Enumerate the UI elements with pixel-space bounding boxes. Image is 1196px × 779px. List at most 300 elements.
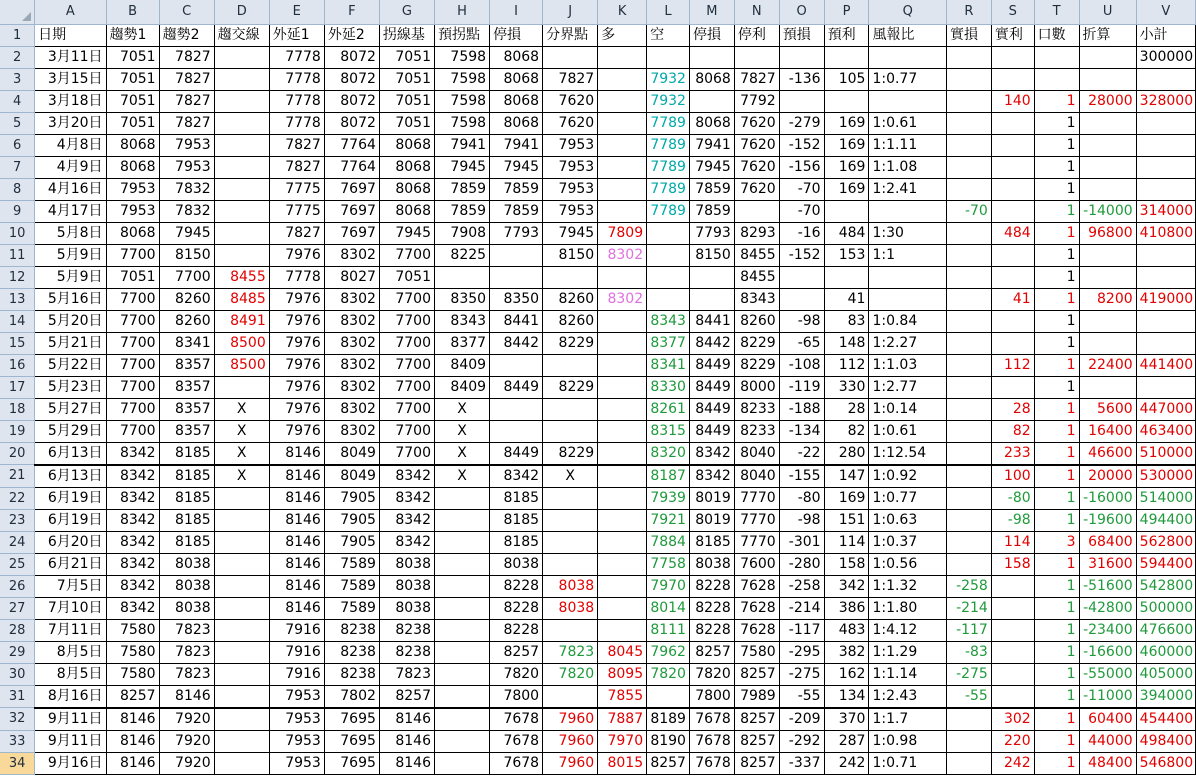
- cell-t1[interactable]: 口數: [1034, 24, 1079, 46]
- column-header-u[interactable]: U: [1079, 0, 1136, 24]
- cell-c7[interactable]: 7953: [159, 156, 214, 178]
- cell-s19[interactable]: 82: [991, 420, 1034, 442]
- cell-q27[interactable]: 1:1.80: [869, 597, 947, 619]
- cell-c11[interactable]: 8150: [159, 244, 214, 266]
- cell-i3[interactable]: 8068: [490, 68, 543, 90]
- cell-l4[interactable]: 7932: [647, 90, 690, 112]
- column-header-m[interactable]: M: [689, 0, 734, 24]
- cell-r27[interactable]: -214: [946, 597, 991, 619]
- cell-k22[interactable]: [598, 487, 647, 509]
- cell-e4[interactable]: 7778: [269, 90, 324, 112]
- cell-g2[interactable]: 7051: [379, 46, 434, 68]
- column-header-t[interactable]: T: [1034, 0, 1079, 24]
- cell-q12[interactable]: [869, 266, 947, 288]
- cell-k27[interactable]: [598, 597, 647, 619]
- cell-s11[interactable]: [991, 244, 1034, 266]
- cell-q23[interactable]: 1:0.63: [869, 509, 947, 531]
- cell-e13[interactable]: 7976: [269, 288, 324, 310]
- cell-j8[interactable]: 7953: [543, 178, 598, 200]
- column-header-b[interactable]: B: [106, 0, 159, 24]
- column-header-n[interactable]: N: [734, 0, 779, 24]
- cell-p18[interactable]: 28: [824, 398, 869, 420]
- cell-d25[interactable]: [214, 553, 269, 575]
- cell-i23[interactable]: 8185: [490, 509, 543, 531]
- cell-n19[interactable]: 8233: [734, 420, 779, 442]
- cell-u18[interactable]: 5600: [1079, 398, 1136, 420]
- cell-i34[interactable]: 7678: [490, 752, 543, 774]
- row-header-18[interactable]: 18: [0, 398, 35, 420]
- cell-n15[interactable]: 8229: [734, 332, 779, 354]
- cell-t7[interactable]: 1: [1034, 156, 1079, 178]
- cell-b2[interactable]: 7051: [106, 46, 159, 68]
- column-header-i[interactable]: I: [490, 0, 543, 24]
- cell-h17[interactable]: 8409: [434, 376, 489, 398]
- cell-r34[interactable]: [946, 752, 991, 774]
- cell-i13[interactable]: 8350: [490, 288, 543, 310]
- cell-d32[interactable]: [214, 708, 269, 731]
- cell-a28[interactable]: 7月11日: [35, 619, 106, 641]
- cell-c23[interactable]: 8185: [159, 509, 214, 531]
- cell-v7[interactable]: [1136, 156, 1195, 178]
- cell-l23[interactable]: 7921: [647, 509, 690, 531]
- cell-h14[interactable]: 8343: [434, 310, 489, 332]
- cell-p16[interactable]: 112: [824, 354, 869, 376]
- cell-p23[interactable]: 151: [824, 509, 869, 531]
- cell-s16[interactable]: 112: [991, 354, 1034, 376]
- cell-m21[interactable]: 8342: [689, 465, 734, 488]
- cell-a7[interactable]: 4月9日: [35, 156, 106, 178]
- cell-d23[interactable]: [214, 509, 269, 531]
- cell-r8[interactable]: [946, 178, 991, 200]
- cell-a5[interactable]: 3月20日: [35, 112, 106, 134]
- row-header-19[interactable]: 19: [0, 420, 35, 442]
- cell-d20[interactable]: X: [214, 442, 269, 465]
- cell-m10[interactable]: 7793: [689, 222, 734, 244]
- cell-l18[interactable]: 8261: [647, 398, 690, 420]
- cell-s15[interactable]: [991, 332, 1034, 354]
- cell-j20[interactable]: 8229: [543, 442, 598, 465]
- cell-l34[interactable]: 8257: [647, 752, 690, 774]
- cell-j24[interactable]: [543, 531, 598, 553]
- cell-q24[interactable]: 1:0.37: [869, 531, 947, 553]
- cell-g4[interactable]: 7051: [379, 90, 434, 112]
- cell-s26[interactable]: [991, 575, 1034, 597]
- cell-s32[interactable]: 302: [991, 708, 1034, 731]
- cell-u22[interactable]: -16000: [1079, 487, 1136, 509]
- cell-d28[interactable]: [214, 619, 269, 641]
- cell-o19[interactable]: -134: [779, 420, 824, 442]
- cell-a3[interactable]: 3月15日: [35, 68, 106, 90]
- cell-s14[interactable]: [991, 310, 1034, 332]
- cell-c25[interactable]: 8038: [159, 553, 214, 575]
- cell-s21[interactable]: 100: [991, 465, 1034, 488]
- cell-n21[interactable]: 8040: [734, 465, 779, 488]
- cell-q20[interactable]: 1:12.54: [869, 442, 947, 465]
- cell-l20[interactable]: 8320: [647, 442, 690, 465]
- cell-f2[interactable]: 8072: [324, 46, 379, 68]
- cell-n16[interactable]: 8229: [734, 354, 779, 376]
- cell-s23[interactable]: -98: [991, 509, 1034, 531]
- cell-i10[interactable]: 7793: [490, 222, 543, 244]
- cell-a20[interactable]: 6月13日: [35, 442, 106, 465]
- row-header-29[interactable]: 29: [0, 641, 35, 663]
- cell-h4[interactable]: 7598: [434, 90, 489, 112]
- cell-q18[interactable]: 1:0.14: [869, 398, 947, 420]
- cell-h18[interactable]: X: [434, 398, 489, 420]
- cell-f18[interactable]: 8302: [324, 398, 379, 420]
- cell-u11[interactable]: [1079, 244, 1136, 266]
- cell-i8[interactable]: 7859: [490, 178, 543, 200]
- cell-o10[interactable]: -16: [779, 222, 824, 244]
- cell-e19[interactable]: 7976: [269, 420, 324, 442]
- cell-g14[interactable]: 7700: [379, 310, 434, 332]
- cell-l8[interactable]: 7789: [647, 178, 690, 200]
- cell-c26[interactable]: 8038: [159, 575, 214, 597]
- cell-b26[interactable]: 8342: [106, 575, 159, 597]
- column-header-e[interactable]: E: [269, 0, 324, 24]
- cell-h2[interactable]: 7598: [434, 46, 489, 68]
- cell-b20[interactable]: 8342: [106, 442, 159, 465]
- cell-t26[interactable]: 1: [1034, 575, 1079, 597]
- cell-n32[interactable]: 8257: [734, 708, 779, 731]
- cell-t14[interactable]: 1: [1034, 310, 1079, 332]
- cell-d29[interactable]: [214, 641, 269, 663]
- cell-q8[interactable]: 1:2.41: [869, 178, 947, 200]
- cell-h21[interactable]: X: [434, 465, 489, 488]
- cell-i14[interactable]: 8441: [490, 310, 543, 332]
- cell-r18[interactable]: [946, 398, 991, 420]
- cell-h27[interactable]: [434, 597, 489, 619]
- cell-s18[interactable]: 28: [991, 398, 1034, 420]
- cell-u14[interactable]: [1079, 310, 1136, 332]
- cell-k21[interactable]: [598, 465, 647, 488]
- cell-n20[interactable]: 8040: [734, 442, 779, 465]
- cell-t19[interactable]: 1: [1034, 420, 1079, 442]
- row-header-34[interactable]: 34: [0, 752, 35, 774]
- cell-a17[interactable]: 5月23日: [35, 376, 106, 398]
- cell-r22[interactable]: [946, 487, 991, 509]
- cell-q19[interactable]: 1:0.61: [869, 420, 947, 442]
- cell-j15[interactable]: 8229: [543, 332, 598, 354]
- cell-l33[interactable]: 8190: [647, 730, 690, 752]
- cell-b14[interactable]: 7700: [106, 310, 159, 332]
- row-header-22[interactable]: 22: [0, 487, 35, 509]
- cell-f20[interactable]: 8049: [324, 442, 379, 465]
- cell-f31[interactable]: 7802: [324, 685, 379, 708]
- cell-l7[interactable]: 7789: [647, 156, 690, 178]
- cell-a16[interactable]: 5月22日: [35, 354, 106, 376]
- cell-s30[interactable]: [991, 663, 1034, 685]
- cell-g20[interactable]: 7700: [379, 442, 434, 465]
- cell-f29[interactable]: 8238: [324, 641, 379, 663]
- cell-p30[interactable]: 162: [824, 663, 869, 685]
- row-header-33[interactable]: 33: [0, 730, 35, 752]
- cell-j23[interactable]: [543, 509, 598, 531]
- cell-l9[interactable]: 7789: [647, 200, 690, 222]
- cell-r29[interactable]: -83: [946, 641, 991, 663]
- cell-h20[interactable]: X: [434, 442, 489, 465]
- cell-o7[interactable]: -156: [779, 156, 824, 178]
- cell-c1[interactable]: 趨勢2: [159, 24, 214, 46]
- cell-c6[interactable]: 7953: [159, 134, 214, 156]
- cell-s8[interactable]: [991, 178, 1034, 200]
- cell-j16[interactable]: [543, 354, 598, 376]
- cell-c12[interactable]: 7700: [159, 266, 214, 288]
- cell-e33[interactable]: 7953: [269, 730, 324, 752]
- cell-k25[interactable]: [598, 553, 647, 575]
- cell-o16[interactable]: -108: [779, 354, 824, 376]
- cell-s31[interactable]: [991, 685, 1034, 708]
- cell-g22[interactable]: 8342: [379, 487, 434, 509]
- cell-e25[interactable]: 8146: [269, 553, 324, 575]
- cell-e2[interactable]: 7778: [269, 46, 324, 68]
- cell-o25[interactable]: -280: [779, 553, 824, 575]
- cell-k17[interactable]: [598, 376, 647, 398]
- cell-q1[interactable]: 風報比: [869, 24, 947, 46]
- cell-n8[interactable]: 7620: [734, 178, 779, 200]
- cell-i20[interactable]: 8449: [490, 442, 543, 465]
- cell-v27[interactable]: 500000: [1136, 597, 1195, 619]
- cell-e27[interactable]: 8146: [269, 597, 324, 619]
- cell-i15[interactable]: 8442: [490, 332, 543, 354]
- column-header-l[interactable]: L: [647, 0, 690, 24]
- cell-u21[interactable]: 20000: [1079, 465, 1136, 488]
- cell-b32[interactable]: 8146: [106, 708, 159, 731]
- cell-d21[interactable]: X: [214, 465, 269, 488]
- cell-g34[interactable]: 8146: [379, 752, 434, 774]
- cell-d9[interactable]: [214, 200, 269, 222]
- cell-g28[interactable]: 8238: [379, 619, 434, 641]
- cell-f13[interactable]: 8302: [324, 288, 379, 310]
- cell-g1[interactable]: 拐線基: [379, 24, 434, 46]
- cell-j32[interactable]: 7960: [543, 708, 598, 731]
- cell-r32[interactable]: [946, 708, 991, 731]
- cell-q7[interactable]: 1:1.08: [869, 156, 947, 178]
- cell-j19[interactable]: [543, 420, 598, 442]
- cell-k23[interactable]: [598, 509, 647, 531]
- cell-f1[interactable]: 外延2: [324, 24, 379, 46]
- cell-c15[interactable]: 8341: [159, 332, 214, 354]
- cell-d5[interactable]: [214, 112, 269, 134]
- cell-e30[interactable]: 7916: [269, 663, 324, 685]
- cell-s27[interactable]: [991, 597, 1034, 619]
- cell-l19[interactable]: 8315: [647, 420, 690, 442]
- cell-u30[interactable]: -55000: [1079, 663, 1136, 685]
- cell-k13[interactable]: 8302: [598, 288, 647, 310]
- cell-q11[interactable]: 1:1: [869, 244, 947, 266]
- cell-l16[interactable]: 8341: [647, 354, 690, 376]
- cell-n25[interactable]: 7600: [734, 553, 779, 575]
- cell-h32[interactable]: [434, 708, 489, 731]
- cell-j7[interactable]: 7953: [543, 156, 598, 178]
- cell-g21[interactable]: 8342: [379, 465, 434, 488]
- cell-u23[interactable]: -19600: [1079, 509, 1136, 531]
- cell-b12[interactable]: 7051: [106, 266, 159, 288]
- cell-r10[interactable]: [946, 222, 991, 244]
- cell-i19[interactable]: [490, 420, 543, 442]
- cell-u32[interactable]: 60400: [1079, 708, 1136, 731]
- cell-r19[interactable]: [946, 420, 991, 442]
- cell-n6[interactable]: 7620: [734, 134, 779, 156]
- cell-k33[interactable]: 7970: [598, 730, 647, 752]
- cell-l30[interactable]: 7820: [647, 663, 690, 685]
- row-header-27[interactable]: 27: [0, 597, 35, 619]
- cell-k4[interactable]: [598, 90, 647, 112]
- cell-u13[interactable]: 8200: [1079, 288, 1136, 310]
- cell-f23[interactable]: 7905: [324, 509, 379, 531]
- cell-d4[interactable]: [214, 90, 269, 112]
- cell-q30[interactable]: 1:1.14: [869, 663, 947, 685]
- cell-l22[interactable]: 7939: [647, 487, 690, 509]
- cell-r30[interactable]: -275: [946, 663, 991, 685]
- cell-u2[interactable]: [1079, 46, 1136, 68]
- cell-d30[interactable]: [214, 663, 269, 685]
- cell-r17[interactable]: [946, 376, 991, 398]
- cell-r14[interactable]: [946, 310, 991, 332]
- cell-r20[interactable]: [946, 442, 991, 465]
- cell-l1[interactable]: 空: [647, 24, 690, 46]
- cell-i16[interactable]: [490, 354, 543, 376]
- cell-o17[interactable]: -119: [779, 376, 824, 398]
- cell-g5[interactable]: 7051: [379, 112, 434, 134]
- cell-l26[interactable]: 7970: [647, 575, 690, 597]
- cell-r2[interactable]: [946, 46, 991, 68]
- cell-d24[interactable]: [214, 531, 269, 553]
- cell-f8[interactable]: 7697: [324, 178, 379, 200]
- cell-h16[interactable]: 8409: [434, 354, 489, 376]
- cell-e12[interactable]: 7778: [269, 266, 324, 288]
- cell-k7[interactable]: [598, 156, 647, 178]
- cell-o26[interactable]: -258: [779, 575, 824, 597]
- cell-t13[interactable]: 1: [1034, 288, 1079, 310]
- cell-a29[interactable]: 8月5日: [35, 641, 106, 663]
- cell-g3[interactable]: 7051: [379, 68, 434, 90]
- cell-t27[interactable]: 1: [1034, 597, 1079, 619]
- cell-u19[interactable]: 16400: [1079, 420, 1136, 442]
- cell-p28[interactable]: 483: [824, 619, 869, 641]
- row-header-8[interactable]: 8: [0, 178, 35, 200]
- cell-h26[interactable]: [434, 575, 489, 597]
- cell-v12[interactable]: [1136, 266, 1195, 288]
- cell-h29[interactable]: [434, 641, 489, 663]
- cell-c32[interactable]: 7920: [159, 708, 214, 731]
- cell-o30[interactable]: -275: [779, 663, 824, 685]
- cell-g6[interactable]: 8068: [379, 134, 434, 156]
- cell-t29[interactable]: 1: [1034, 641, 1079, 663]
- cell-v13[interactable]: 419000: [1136, 288, 1195, 310]
- cell-l32[interactable]: 8189: [647, 708, 690, 731]
- cell-r5[interactable]: [946, 112, 991, 134]
- cell-g30[interactable]: 7823: [379, 663, 434, 685]
- row-header-6[interactable]: 6: [0, 134, 35, 156]
- cell-q26[interactable]: 1:1.32: [869, 575, 947, 597]
- cell-a30[interactable]: 8月5日: [35, 663, 106, 685]
- cell-r3[interactable]: [946, 68, 991, 90]
- cell-a13[interactable]: 5月16日: [35, 288, 106, 310]
- cell-l12[interactable]: [647, 266, 690, 288]
- cell-u4[interactable]: 28000: [1079, 90, 1136, 112]
- cell-e29[interactable]: 7916: [269, 641, 324, 663]
- cell-a2[interactable]: 3月11日: [35, 46, 106, 68]
- cell-v9[interactable]: 314000: [1136, 200, 1195, 222]
- cell-v20[interactable]: 510000: [1136, 442, 1195, 465]
- cell-l6[interactable]: 7789: [647, 134, 690, 156]
- cell-r28[interactable]: -117: [946, 619, 991, 641]
- cell-h9[interactable]: 7859: [434, 200, 489, 222]
- cell-v4[interactable]: 328000: [1136, 90, 1195, 112]
- cell-a4[interactable]: 3月18日: [35, 90, 106, 112]
- cell-t11[interactable]: 1: [1034, 244, 1079, 266]
- cell-j1[interactable]: 分界點: [543, 24, 598, 46]
- cell-n30[interactable]: 8257: [734, 663, 779, 685]
- cell-v23[interactable]: 494400: [1136, 509, 1195, 531]
- cell-v6[interactable]: [1136, 134, 1195, 156]
- cell-d13[interactable]: 8485: [214, 288, 269, 310]
- cell-s7[interactable]: [991, 156, 1034, 178]
- cell-b33[interactable]: 8146: [106, 730, 159, 752]
- cell-e23[interactable]: 8146: [269, 509, 324, 531]
- cell-t4[interactable]: 1: [1034, 90, 1079, 112]
- cell-v17[interactable]: [1136, 376, 1195, 398]
- cell-a21[interactable]: 6月13日: [35, 465, 106, 488]
- cell-u25[interactable]: 31600: [1079, 553, 1136, 575]
- cell-o8[interactable]: -70: [779, 178, 824, 200]
- cell-o4[interactable]: [779, 90, 824, 112]
- cell-p24[interactable]: 114: [824, 531, 869, 553]
- cell-h24[interactable]: [434, 531, 489, 553]
- cell-u31[interactable]: -11000: [1079, 685, 1136, 708]
- cell-e20[interactable]: 8146: [269, 442, 324, 465]
- cell-j33[interactable]: 7960: [543, 730, 598, 752]
- cell-m18[interactable]: 8449: [689, 398, 734, 420]
- cell-p31[interactable]: 134: [824, 685, 869, 708]
- cell-c9[interactable]: 7832: [159, 200, 214, 222]
- cell-e22[interactable]: 8146: [269, 487, 324, 509]
- cell-d18[interactable]: X: [214, 398, 269, 420]
- cell-j6[interactable]: 7953: [543, 134, 598, 156]
- cell-m26[interactable]: 8228: [689, 575, 734, 597]
- cell-d15[interactable]: 8500: [214, 332, 269, 354]
- cell-g24[interactable]: 8342: [379, 531, 434, 553]
- cell-r15[interactable]: [946, 332, 991, 354]
- cell-e6[interactable]: 7827: [269, 134, 324, 156]
- cell-v29[interactable]: 460000: [1136, 641, 1195, 663]
- cell-f25[interactable]: 7589: [324, 553, 379, 575]
- cell-s1[interactable]: 實利: [991, 24, 1034, 46]
- cell-c18[interactable]: 8357: [159, 398, 214, 420]
- cell-q33[interactable]: 1:0.98: [869, 730, 947, 752]
- cell-f9[interactable]: 7697: [324, 200, 379, 222]
- cell-p26[interactable]: 342: [824, 575, 869, 597]
- cell-a27[interactable]: 7月10日: [35, 597, 106, 619]
- row-header-15[interactable]: 15: [0, 332, 35, 354]
- cell-v25[interactable]: 594400: [1136, 553, 1195, 575]
- cell-q16[interactable]: 1:1.03: [869, 354, 947, 376]
- cell-n23[interactable]: 7770: [734, 509, 779, 531]
- cell-q2[interactable]: [869, 46, 947, 68]
- cell-s12[interactable]: [991, 266, 1034, 288]
- cell-l24[interactable]: 7884: [647, 531, 690, 553]
- cell-g29[interactable]: 8238: [379, 641, 434, 663]
- cell-q15[interactable]: 1:2.27: [869, 332, 947, 354]
- cell-m8[interactable]: 7859: [689, 178, 734, 200]
- cell-a18[interactable]: 5月27日: [35, 398, 106, 420]
- cell-b8[interactable]: 7953: [106, 178, 159, 200]
- cell-n24[interactable]: 7770: [734, 531, 779, 553]
- cell-i28[interactable]: 8228: [490, 619, 543, 641]
- cell-j27[interactable]: 8038: [543, 597, 598, 619]
- cell-h23[interactable]: [434, 509, 489, 531]
